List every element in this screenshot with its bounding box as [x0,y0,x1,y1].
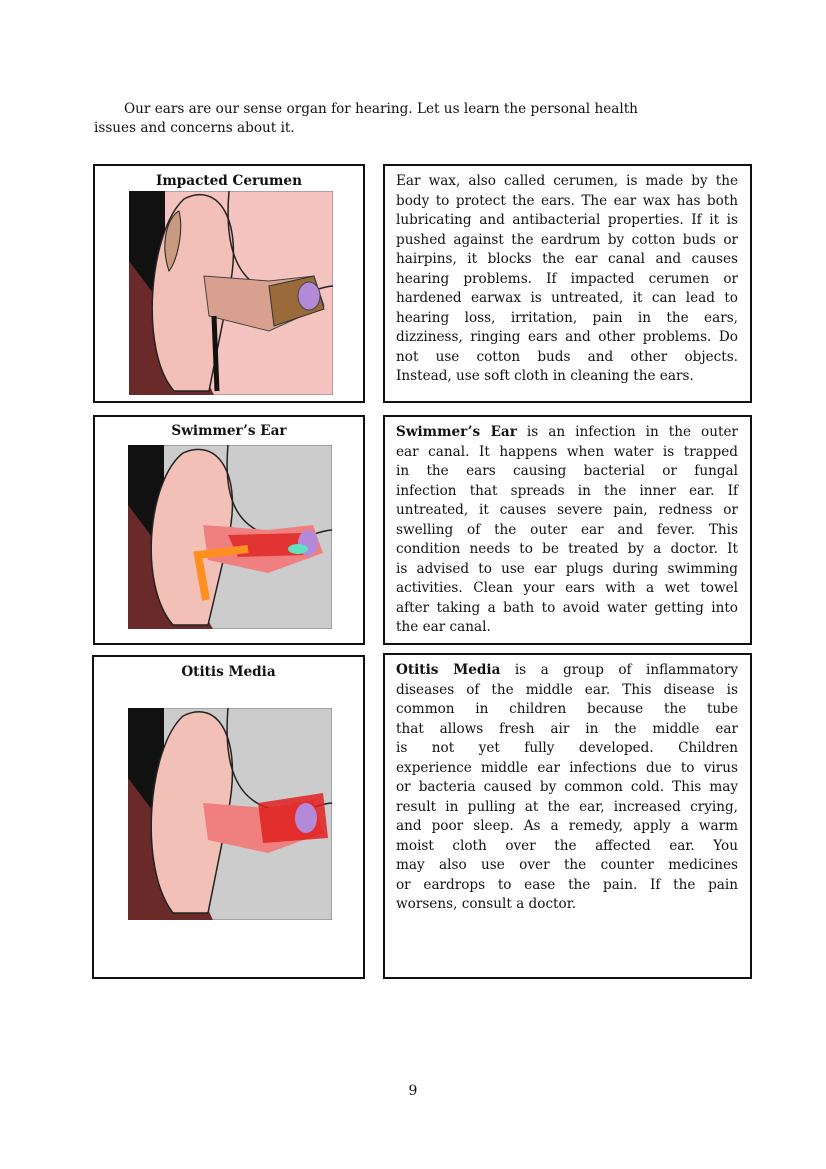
text-line: that allows fresh air in the middle ear [396,720,738,737]
text-line: condition needs to be treated by a doctor. It [396,541,738,557]
text-line: worsens, consult a doctor. [396,896,577,912]
section-title: Impacted Cerumen [156,173,302,189]
text-line: untreated, it causes severe pain, redness or [396,502,738,518]
text-line: hearing loss, irritation, pain in the ears, [396,309,738,326]
otitis-media-text-box [383,653,752,979]
impacted-cerumen-image-box [93,164,365,403]
section-description [396,423,738,638]
text-fragment: is a group of inflammatory [500,662,739,678]
text-line: may also use over the counter medicines [396,857,738,873]
text-line: result in pulling at the ear, increased crying, [396,798,738,815]
text-line: swelling of the outer ear and fever. This [396,521,738,538]
swimmers-ear-image-box [93,415,365,645]
text-line: Ear wax, also called cerumen, is made by the [396,173,738,189]
section-description [396,172,738,387]
ear-wax-illustration [129,191,333,395]
text-line: dizziness, ringing ears and other problems. Do [396,329,738,345]
text-line: common in children because the tube [396,701,738,717]
section-title: Otitis Media [181,664,276,680]
text-line: experience middle ear infections due to virus [396,759,738,776]
term-bold: Otitis Media [396,662,501,678]
text-line: the ear canal. [396,619,491,635]
text-line [396,661,738,681]
text-line: body to protect the ears. The ear wax has both [396,192,738,209]
text-line: not use cotton buds and other objects. [396,348,738,365]
swimmers-ear-text-box [383,415,752,645]
text-line: diseases of the middle ear. This disease is [396,681,738,698]
swimmers-ear-illustration [128,445,332,629]
text-line: lubricating and antibacterial properties. If it is [396,212,738,228]
impacted-cerumen-text-box [383,164,752,403]
text-line: pushed against the eardrum by cotton buds or [396,231,738,248]
text-line: activities. Clean your ears with a wet towel [396,580,738,596]
page-number: 9 [408,1083,418,1099]
text-line: moist cloth over the affected ear. You [396,837,738,854]
text-line: hardened earwax is untreated, it can lead to [396,290,738,306]
text-line: is not yet fully developed. Children [396,740,738,756]
text-line: in the ears causing bacterial or fungal [396,463,738,479]
otitis-media-image-box [92,655,365,979]
otitis-media-illustration [128,708,332,920]
text-line: ear canal. It happens when water is trapped [396,443,738,460]
section-description [396,661,738,915]
text-line: hearing problems. If impacted cerumen or [396,270,738,287]
term-bold: Swimmer’s Ear [396,424,517,440]
text-line: hairpins, it blocks the ear canal and causes [396,251,738,267]
text-line: is advised to use ear plugs during swimming [396,560,738,577]
text-fragment: is an infection in the outer [516,424,738,440]
text-line: after taking a bath to avoid water getting into [396,599,738,616]
text-line: or bacteria caused by common cold. This may [396,779,738,795]
text-line: Instead, use soft cloth in cleaning the ears. [396,368,694,384]
intro-line: Our ears are our sense organ for hearing. Let us learn the personal health [124,101,638,117]
intro-line: issues and concerns about it. [94,120,295,136]
text-line [396,423,738,443]
text-line: and poor sleep. As a remedy, apply a warm [396,818,738,834]
section-title: Swimmer’s Ear [171,423,287,439]
text-line: infection that spreads in the inner ear. If [396,482,738,499]
text-line: or eardrops to ease the pain. If the pain [396,876,738,893]
intro-paragraph [94,100,714,138]
